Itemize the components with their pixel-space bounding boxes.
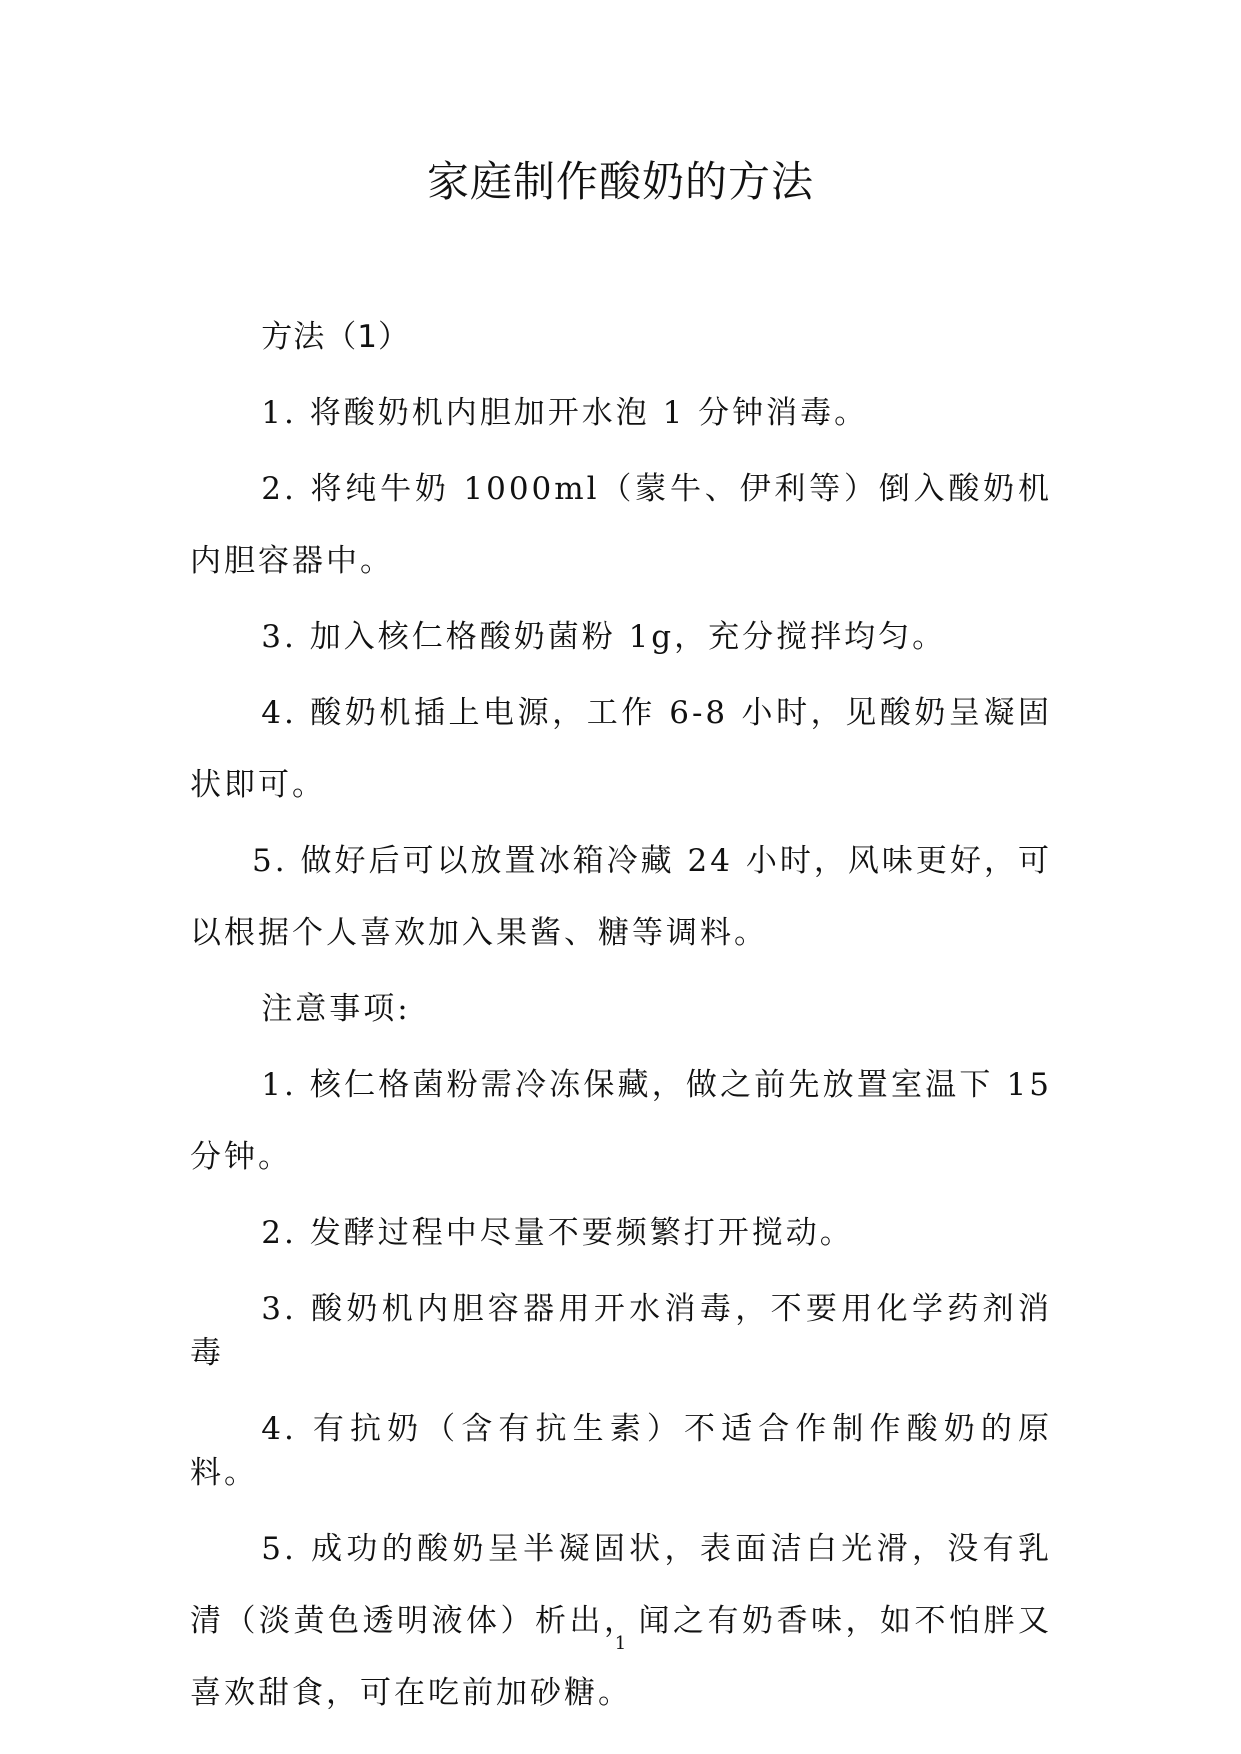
step-item-2: 2. 将纯牛奶 1000ml（蒙牛、伊利等）倒入酸奶机内胆容器中。 bbox=[190, 471, 1052, 579]
notes-heading: 注意事项: bbox=[261, 991, 411, 1027]
note-item-4: 4. 有抗奶（含有抗生素）不适合作制作酸奶的原料。 bbox=[190, 1411, 1052, 1491]
page-number: 1 bbox=[614, 1633, 627, 1654]
section-heading: 方法（1） bbox=[261, 319, 411, 355]
step-item-5: 5. 做好后可以放置冰箱冷藏 24 小时，风味更好，可以根据个人喜欢加入果酱、糖等调料。 bbox=[190, 843, 1052, 951]
document-body bbox=[190, 315, 1052, 1747]
step-item-1: 1. 将酸奶机内胆加开水泡 1 分钟消毒。 bbox=[261, 395, 869, 431]
step-item-4: 4. 酸奶机插上电源，工作 6-8 小时，见酸奶呈凝固状即可。 bbox=[190, 695, 1052, 803]
document-title: 家庭制作酸奶的方法 bbox=[426, 157, 814, 206]
note-item-3: 3. 酸奶机内胆容器用开水消毒，不要用化学药剂消毒 bbox=[190, 1291, 1052, 1371]
note-item-1: 1. 核仁格菌粉需冷冻保藏，做之前先放置室温下 15 分钟。 bbox=[190, 1067, 1052, 1175]
note-item-5: 5. 成功的酸奶呈半凝固状，表面洁白光滑，没有乳清（淡黄色透明液体）析出，闻之有奶香味，如不怕胖又喜欢甜食，可在吃前加砂糖。 bbox=[190, 1531, 1052, 1711]
step-item-3: 3. 加入核仁格酸奶菌粉 1g，充分搅拌均匀。 bbox=[261, 619, 947, 655]
note-item-2: 2. 发酵过程中尽量不要频繁打开搅动。 bbox=[261, 1215, 854, 1251]
